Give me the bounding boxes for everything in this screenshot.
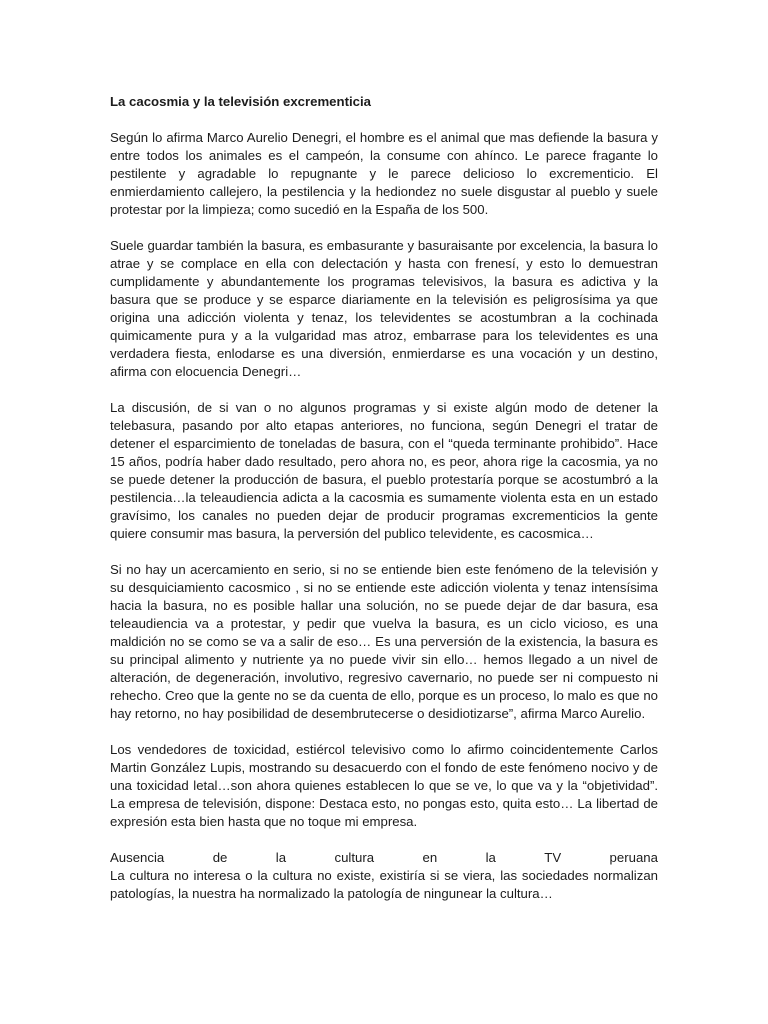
paragraph: Los vendedores de toxicidad, estiércol televisivo como lo afirmo coincidentemente Carlos Martin González Lupis, mostrando su desacuerdo con el fondo de este fenómeno nocivo y de una toxicidad letal…son ahora quienes establecen lo que se ve, lo que va y la “objetividad”. La empresa de televisión, dispone: Destaca esto, no pongas esto, quita esto… La libertad de expresión esta bien hasta que no toque mi empresa. — [110, 742, 658, 829]
subheading-word: Ausencia — [110, 850, 165, 865]
paragraph: Suele guardar también la basura, es embasurante y basuraisante por excelencia, la basura lo atrae y se complace en ella con delectación y hasta con frenesí, y esto lo demuestran cumplidamente y abundantemente los programas televisivos, la basura es adictiva y la basura que se produce y se esparce diariamente en la televisión es peligrosísima ya que origina una adicción violenta y tenaz, los televidentes se acostumbran a la cochinada quimicamente pura y a la vulgaridad mas atroz, embarrase para los televidentes es una verdadera fiesta, enlodarse es una diversión, enmierdarse es una vocación y un destino, afirma con elocuencia Denegri… — [110, 238, 658, 379]
paragraph: Si no hay un acercamiento en serio, si no se entiende bien este fenómeno de la televisión y su desquiciamiento cacosmico , si no se entiende este adicción violenta y tenaz intensísima hacia la basura, no es posible hallar una solución, no se puede dejar de dar basura, esa teleaudiencia va a protestar, y pedir que vuelva la basura, es un ciclo vicioso, es una maldición no se como se va a salir de eso… Es una perversión de la existencia, la basura es su principal alimento y nutriente ya no puede vivir sin ello… hemos llegado a un nivel de alteración, de degeneración, involutivo, regresivo cavernario, no puede ser ni compuesto ni rehecho. Creo que la gente no se da cuenta de ello, porque es un proceso, lo malo es que no hay retorno, no hay posibilidad de desembrutecerse o desidiotizarse”, afirma Marco Aurelio. — [110, 562, 658, 721]
subheading-word: TV — [544, 850, 562, 865]
subheading-word: en — [422, 850, 438, 865]
subheading-word: cultura — [334, 850, 375, 865]
final-paragraph: La cultura no interesa o la cultura no existe, existiría si se viera, las sociedades normalizan patologías, la nuestra ha normalizado la patología de ningunear la cultura… — [110, 868, 658, 901]
paragraph: La discusión, de si van o no algunos programas y si existe algún modo de detener la telebasura, pasando por alto etapas anteriores, no funciona, según Denegri el tratar de detener el esparcimiento de toneladas de basura, con el “queda terminante prohibido”. Hace 15 años, podría haber dado resultado, pero ahora no, es peor, ahora rige la cacosmia, ya no se puede detener la producción de basura, el pueblo protestaría porque se acostumbró a la pestilencia…la teleaudiencia adicta a la cacosmia es sumamente violenta esta en un estado gravísimo, los canales no pueden dejar de producir programas excrementicios la gente quiere consumir mas basura, la perversión del publico televidente, es cacosmica… — [110, 400, 658, 541]
subheading-word: la — [485, 850, 496, 865]
section-subheading — [110, 849, 658, 867]
document-body — [110, 93, 658, 903]
subheading-word: la — [275, 850, 287, 865]
document-title: La cacosmia y la televisión excrementicia — [110, 94, 371, 109]
subheading-word: peruana — [609, 850, 658, 865]
subheading-word: de — [212, 850, 228, 865]
paragraph: Según lo afirma Marco Aurelio Denegri, el hombre es el animal que mas defiende la basura y entre todos los animales es el campeón, la consume con ahínco. Le parece fragante lo pestilente y agradable lo repugnante y le parece delicioso lo excrementicio. El enmierdamiento callejero, la pestilencia y la hediondez no suele disgustar al pueblo y suele protestar por la limpieza; como sucedió en la España de los 500. — [110, 130, 658, 217]
